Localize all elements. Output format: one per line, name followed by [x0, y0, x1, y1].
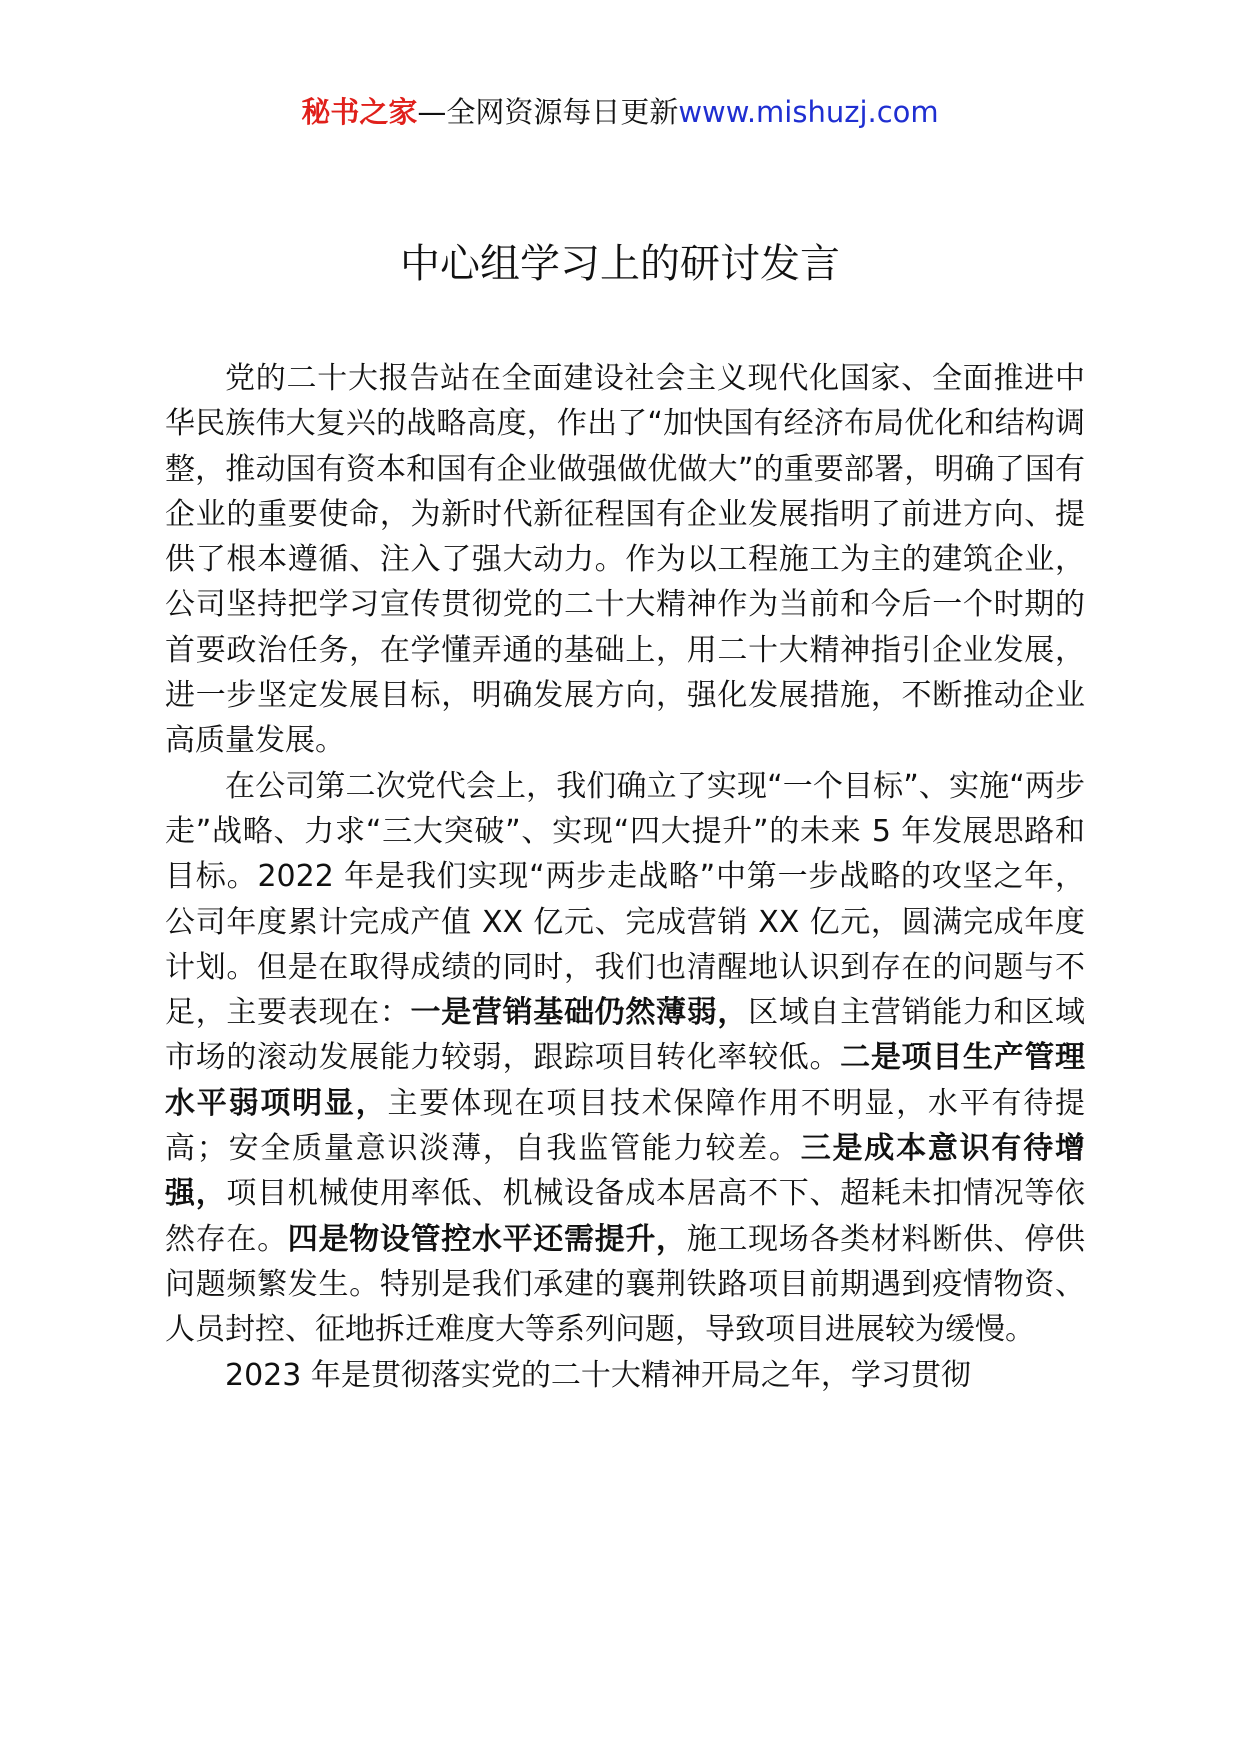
paragraph-2-intro: 在公司第二次党代会上，我们确立了实现“一个目标”、实施“两步走”战略、力求“三大突破”、实现“四大提升”的未来 5 年发展思路和目标。2022 年是我们实现“两步走战略”中第一步战略的攻坚之年，公司年度累计完成产值 XX 亿元、完成营销 XX 亿元，圆满完成年度计划。但是在取得成绩的同时，我们也清醒地认识到存在的问题与不足，主要表现在： — [165, 768, 1085, 1031]
document-body — [165, 356, 1085, 1398]
point-4-heading: 四是物设管控水平还需提升， — [287, 1221, 687, 1257]
site-header — [0, 92, 1240, 132]
point-4-text: 施工现场各类材料断供、停供问题频繁发生。特别是我们承建的襄荆铁路项目前期遇到疫情物资、人员封控、征地拆迁难度大等系列问题，导致项目进展较为缓慢。 — [165, 1221, 1086, 1348]
paragraph-3: 2023 年是贯彻落实党的二十大精神开局之年，学习贯彻 — [225, 1357, 971, 1393]
point-2-heading: 二是项目生产管理水平弱项明显， — [165, 1040, 1085, 1121]
point-3-text: 项目机械使用率低、机械设备成本居高不下、超耗未扣情况等依然存在。 — [165, 1176, 1086, 1257]
paragraph-1: 党的二十大报告站在全面建设社会主义现代化国家、全面推进中华民族伟大复兴的战略高度，作出了“加快国有经济布局优化和结构调整，推动国有资本和国有企业做强做优做大”的重要部署，明确了国有企业的重要使命，为新时代新征程国有企业发展指明了前进方向、提供了根本遵循、注入了强大动力。作为以工程施工为主的建筑企业，公司坚持把学习宣传贯彻党的二十大精神作为当前和今后一个时期的首要政治任务，在学懂弄通的基础上，用二十大精神指引企业发展，进一步坚定发展目标，明确发展方向，强化发展措施，不断推动企业高质量发展。 — [165, 361, 1085, 759]
point-3-heading: 三是成本意识有待增强， — [165, 1131, 1086, 1212]
point-2-text: 主要体现在项目技术保障作用不明显，水平有待提高；安全质量意识淡薄，自我监管能力较差。 — [165, 1085, 1085, 1167]
site-brand: 秘书之家 — [301, 95, 418, 129]
point-1-text: 区域自主营销能力和区域市场的滚动发展能力较弱，跟踪项目转化率较低。 — [165, 995, 1086, 1076]
point-1-heading: 一是营销基础仍然薄弱， — [410, 995, 749, 1031]
document-title: 中心组学习上的研讨发言 — [400, 241, 840, 287]
site-tagline: —全网资源每日更新 — [417, 95, 679, 129]
site-url[interactable]: www.mishuzj.com — [678, 95, 939, 129]
paragraph-2 — [165, 764, 1085, 1353]
